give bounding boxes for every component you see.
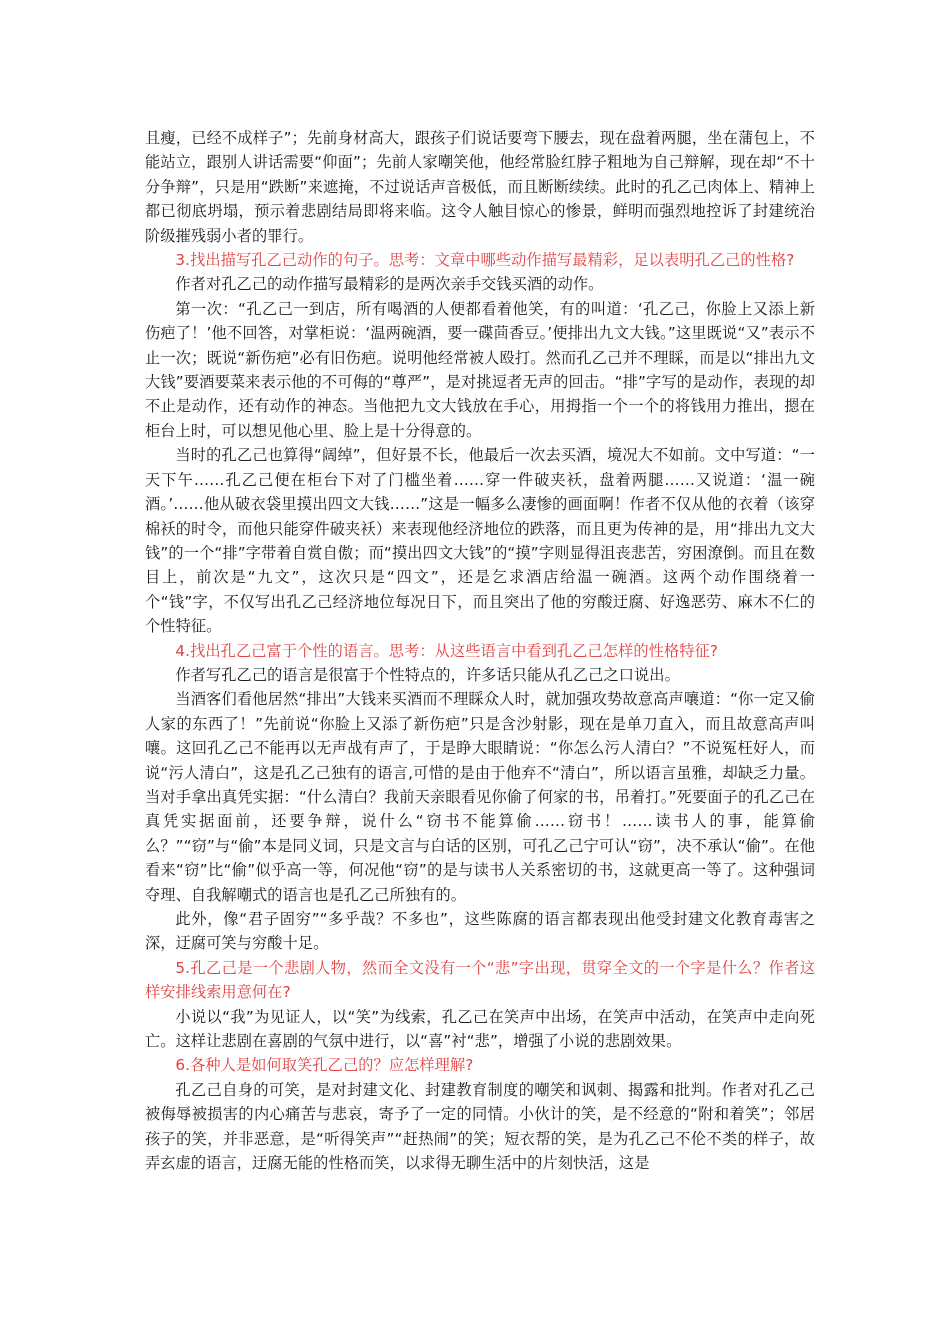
- answer-4-addition: 此外，像“君子固穷”“多乎哉？不多也”，这些陈腐的语言都表现出他受封建文化教育毒害之深，迂腐可笑与穷酸十足。: [145, 910, 815, 953]
- answer-4-dialogue: 当酒客们看他居然“排出”大钱来买酒而不理睬众人时，就加强攻势故意高声嚷道：“你一定又偷人家的东西了！”先前说“你脸上又添了新伤疤”只是含沙射影，现在是单刀直入，而且故意高声叫嚷。这回孔乙己不能再以无声战有声了，于是睁大眼睛说：“你怎么污人清白？”不说冤枉好人，而说“污人清白”，这是孔乙己独有的语言,可惜的是由于他弃不“清白”，所以语言虽雅，却缺乏力量。当对手拿出真凭实据：“什么清白？我前天亲眼看见你偷了何家的书，吊着打。”死要面子的孔乙己在真凭实据面前，还要争辩，说什么“窃书不能算偷……窃书！……读书人的事，能算偷么？”“窃”与“偷”本是同义词，只是文言与白话的区别，可孔乙己宁可认“窃”，决不承认“偷”。在他看来“窃”比“偷”似乎高一等，何况他“窃”的是与读书人关系密切的书，这就更高一等了。这种强词夺理、自我解嘲式的语言也是孔乙己所独有的。: [145, 690, 815, 904]
- answer-6: 孔乙己自身的可笑，是对封建文化、封建教育制度的嘲笑和讽刺、揭露和批判。作者对孔乙己被侮辱被损害的内心痛苦与悲哀，寄予了一定的同情。小伙计的笑，是不经意的“附和着笑”；邻居孩子的笑，并非恶意，是“听得笑声”“赶热闹”的笑；短衣帮的笑，是为孔乙己不伦不类的样子，故弄玄虚的语言，迂腐无能的性格而笑，以求得无聊生活中的片刻快活，这是: [145, 1080, 815, 1173]
- answer-5: 小说以“我”为见证人，以“笑”为线索，孔乙己在笑声中出场，在笑声中活动，在笑声中走向死亡。这样让悲剧在喜剧的气氛中进行，以“喜”衬“悲”，增强了小说的悲剧效果。: [145, 1007, 815, 1051]
- question-3: 3.找出描写孔乙己动作的句子。思考：文章中哪些动作描写最精彩，足以表明孔乙己的性格?: [175, 251, 795, 270]
- answer-3-summary: 作者对孔乙己的动作描写最精彩的是两次亲手交钱买酒的动作。: [175, 275, 604, 294]
- document-page: [145, 126, 815, 1175]
- question-6: 6.各种人是如何取笑孔乙己的？应怎样理解?: [175, 1056, 474, 1075]
- answer-3-first-time: 第一次：“孔乙己一到店，所有喝酒的人便都看着他笑，有的叫道：‘孔乙己，你脸上又添上新伤疤了！’他不回答，对掌柜说：‘温两碗酒，要一碟茴香豆。’便排出九文大钱。”这里既说“又”表示不止一次；既说“新伤疤”必有旧伤疤。说明他经常被人殴打。然而孔乙己并不理睬，而是以“排出九文大钱”要酒要菜来表示他的不可侮的“尊严”，是对挑逗者无声的回击。“排”字写的是动作，表现的却不止是动作，还有动作的神态。当他把九文大钱放在手心，用拇指一个一个的将钱用力推出，摁在柜台上时，可以想见他心里、脸上是十分得意的。: [145, 299, 815, 440]
- question-5: 5.孔乙己是一个悲剧人物，然而全文没有一个“悲”字出现，贯穿全文的一个字是什么？作者这样安排线索用意何在?: [145, 958, 815, 1002]
- question-4: 4.找出孔乙己富于个性的语言。思考：从这些语言中看到孔乙己怎样的性格特征?: [175, 641, 719, 660]
- answer-3-second-time: 当时的孔乙己也算得“阔绰”，但好景不长，他最后一次去买酒，境况大不如前。文中写道：“一天下午……孔乙己便在柜台下对了门槛坐着……穿一件破夹袄，盘着两腿……又说道：‘温一碗酒。’……他从破衣袋里摸出四文大钱……”这是一幅多么凄惨的画面啊！作者不仅从他的衣着（该穿棉袄的时令，而他只能穿件破夹袄）来表现他经济地位的跌落，而且更为传神的是，用“排出九文大钱”的一个“排”字带着自赏自傲；而“摸出四文大钱”的“摸”字则显得沮丧悲苦，穷困潦倒。而且在数目上，前次是“九文”，这次只是“四文”，还是乞求酒店给温一碗酒。这两个动作围绕着一个“钱”字，不仅写出孔乙己经济地位每况日下，而且突出了他的穷酸迂腐、好逸恶劳、麻木不仁的个性特征。: [145, 446, 815, 636]
- answer-4-summary: 作者写孔乙己的语言是很富于个性特点的，许多话只能从孔乙己之口说出。: [175, 665, 680, 684]
- paragraph-intro-continuation: 且瘦，已经不成样子”；先前身材高大，跟孩子们说话要弯下腰去，现在盘着两腿，坐在蒲包上，不能站立，跟别人讲话需要“仰面”；先前人家嘲笑他，他经常脸红脖子粗地为自己辩解，现在却“不十分争辩”，只是用“跌断”来遮掩，不过说话声音极低，而且断断续续。此时的孔乙己肉体上、精神上都已彻底坍塌，预示着悲剧结局即将来临。这令人触目惊心的惨景，鲜明而强烈地控诉了封建统治阶级摧残弱小者的罪行。: [145, 129, 815, 245]
